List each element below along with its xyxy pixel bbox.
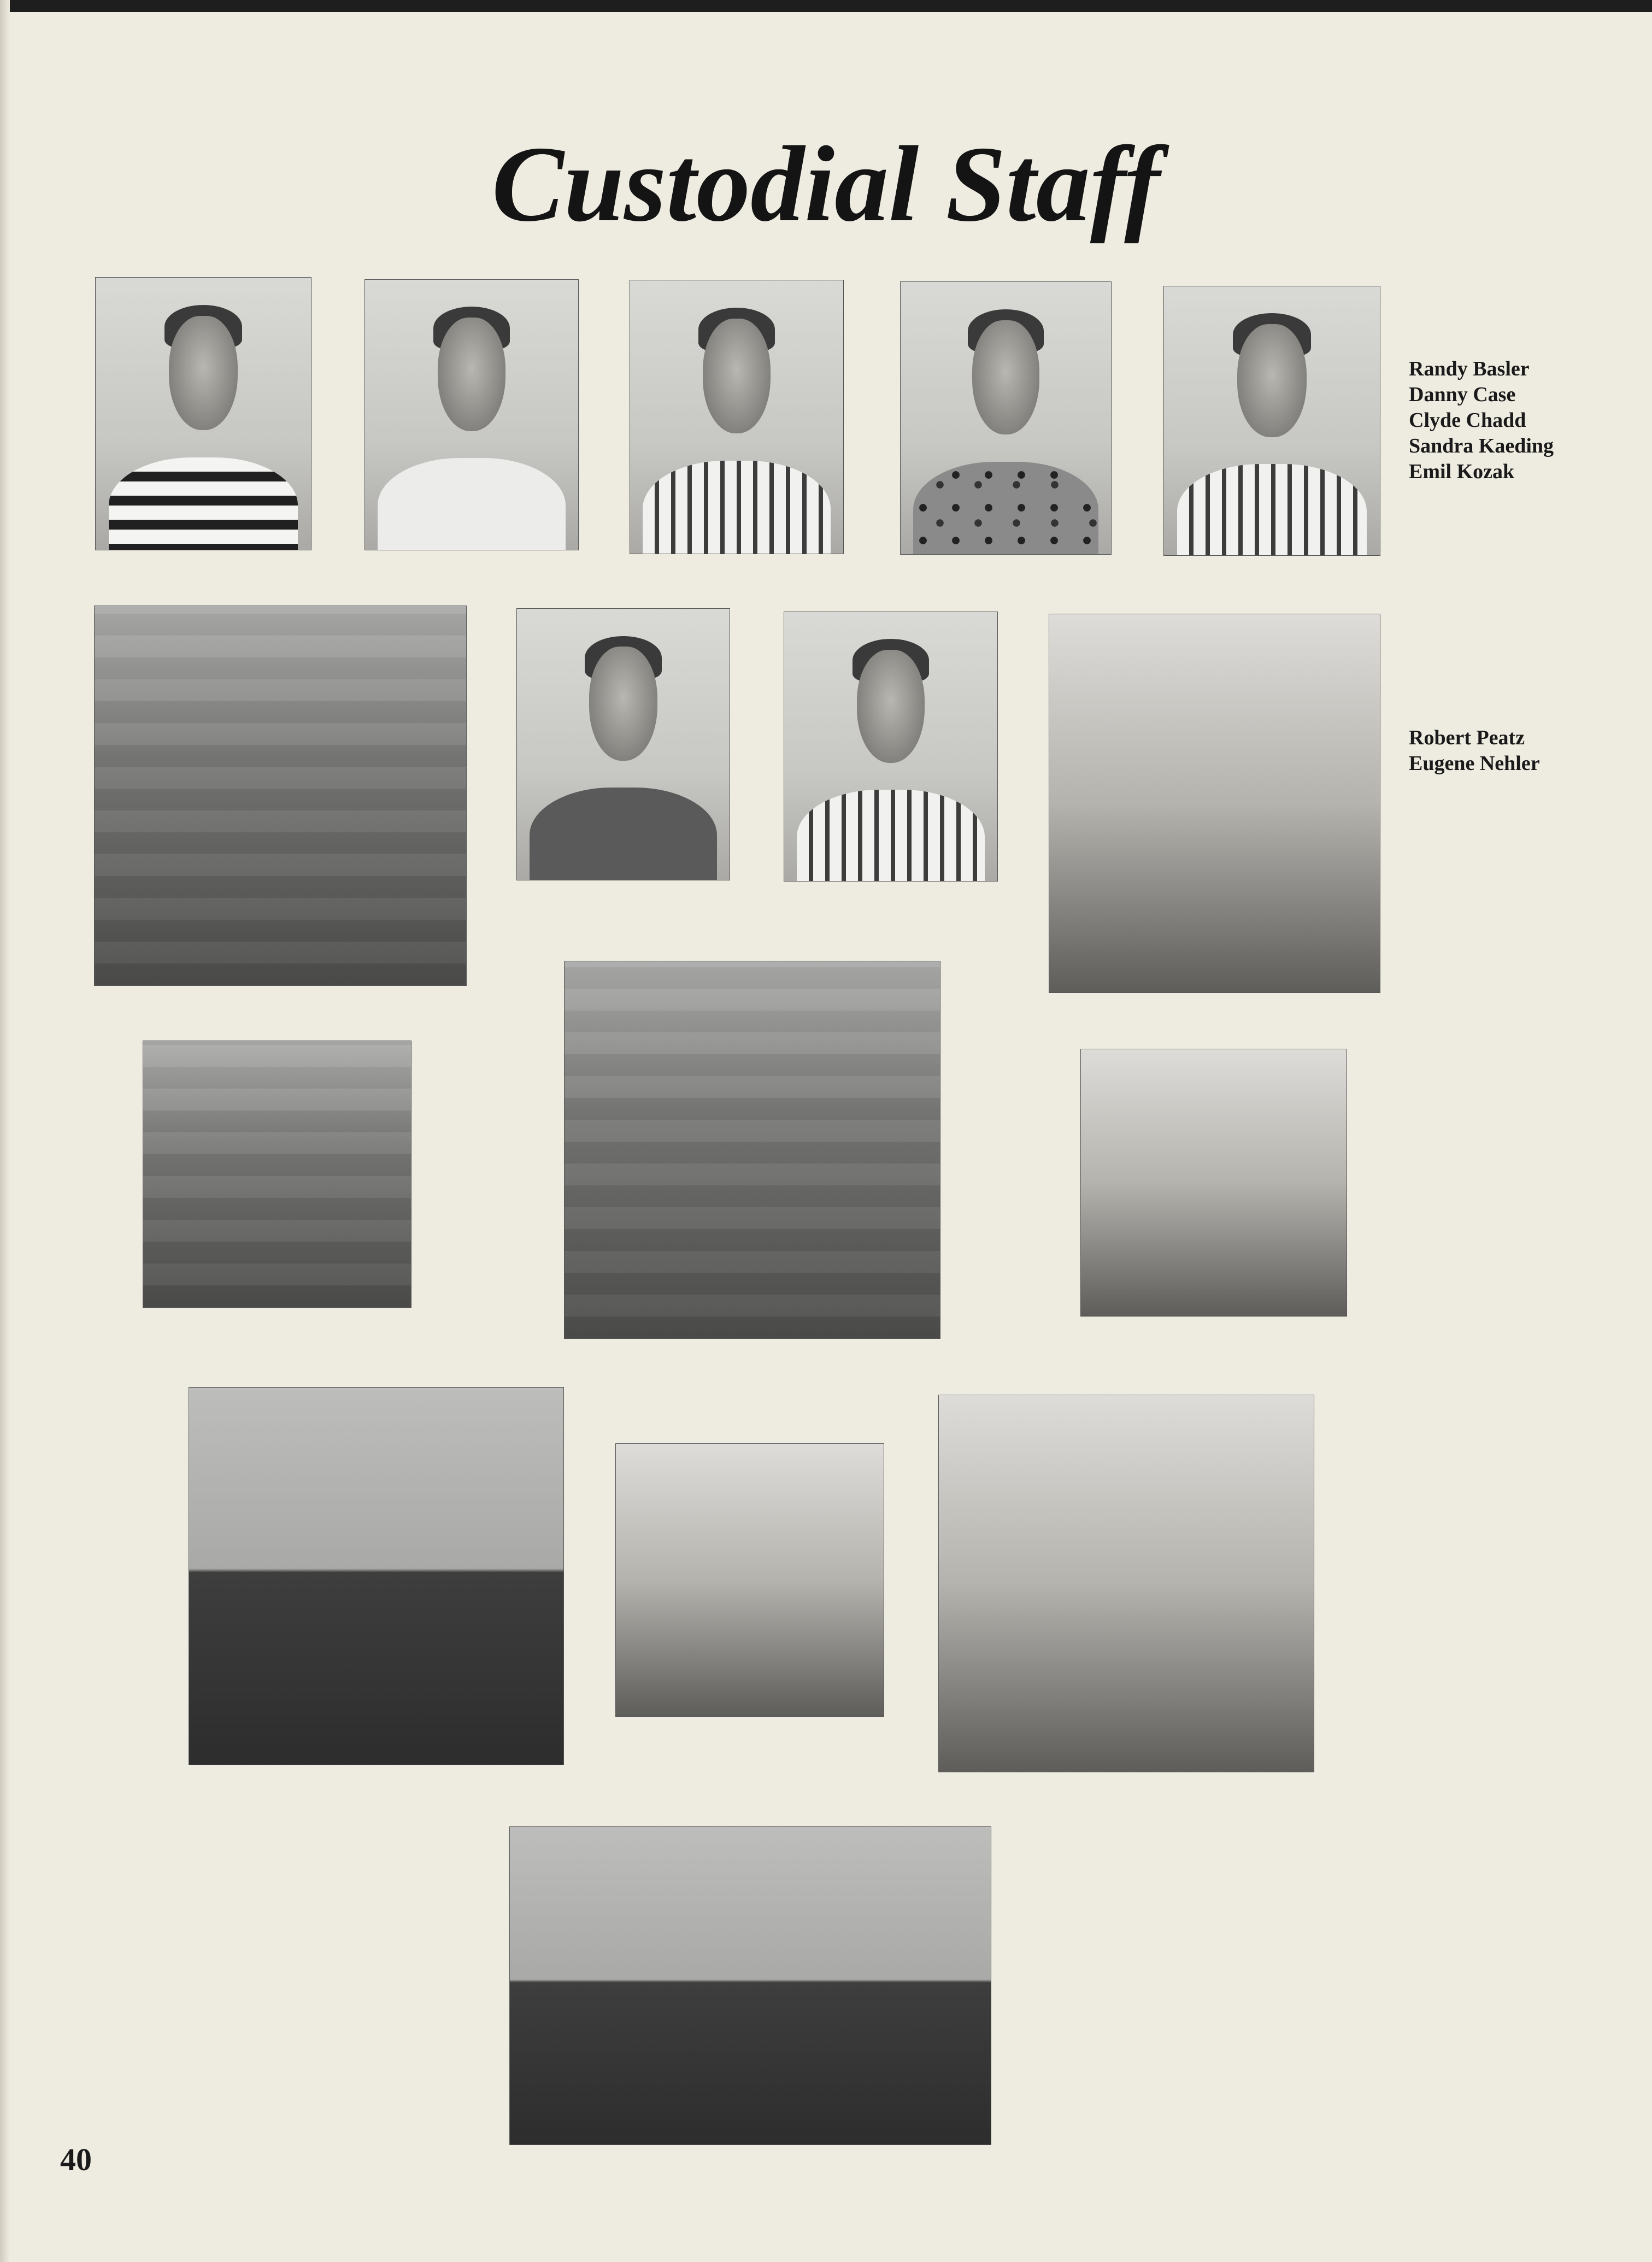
caption-name: Robert Peatz xyxy=(1409,726,1525,749)
face xyxy=(1237,324,1306,437)
candid-photo-library-office xyxy=(939,1395,1314,1772)
portrait-photo-7 xyxy=(784,612,997,881)
shirt xyxy=(530,788,716,880)
caption-names-row1 xyxy=(1409,356,1554,485)
candid-photo-hallway-walker xyxy=(616,1444,884,1717)
page-title: Custodial Staff xyxy=(491,124,1161,244)
candid-photo-gym-practice xyxy=(510,1827,991,2145)
portrait-photo-4 xyxy=(901,282,1111,554)
candid-photo-office-phone xyxy=(1049,614,1380,992)
caption-name: Clyde Chadd xyxy=(1409,409,1526,432)
scan-top-edge xyxy=(0,0,1652,12)
portrait-photo-2 xyxy=(365,280,578,550)
portrait-photo-6 xyxy=(517,609,730,880)
face xyxy=(169,316,238,430)
face xyxy=(972,320,1039,434)
candid-photo-display-case xyxy=(565,961,940,1338)
candid-photo-corridor xyxy=(1081,1049,1347,1316)
caption-names-row2 xyxy=(1409,725,1540,777)
portrait-photo-1 xyxy=(96,278,311,550)
caption-name: Danny Case xyxy=(1409,383,1516,406)
shirt xyxy=(378,458,565,550)
page-number: 40 xyxy=(60,2142,92,2177)
blouse xyxy=(913,462,1098,554)
binding-gutter xyxy=(0,0,10,2262)
candid-photo-hallway-group xyxy=(95,606,466,985)
shirt xyxy=(797,790,984,881)
portrait-photo-3 xyxy=(630,280,843,554)
portrait-photo-5 xyxy=(1164,286,1380,555)
face xyxy=(438,318,506,431)
face xyxy=(857,650,925,763)
shirt xyxy=(643,461,830,554)
caption-name: Eugene Nehler xyxy=(1409,752,1540,775)
caption-name: Emil Kozak xyxy=(1409,460,1515,483)
caption-name: Sandra Kaeding xyxy=(1409,434,1554,457)
face xyxy=(703,319,771,433)
candid-photo-basketball-game xyxy=(189,1388,563,1765)
face xyxy=(589,647,657,760)
shirt xyxy=(109,457,298,550)
caption-name: Randy Basler xyxy=(1409,357,1530,380)
shirt xyxy=(1177,464,1367,555)
candid-photo-desk-shelves xyxy=(143,1041,411,1307)
